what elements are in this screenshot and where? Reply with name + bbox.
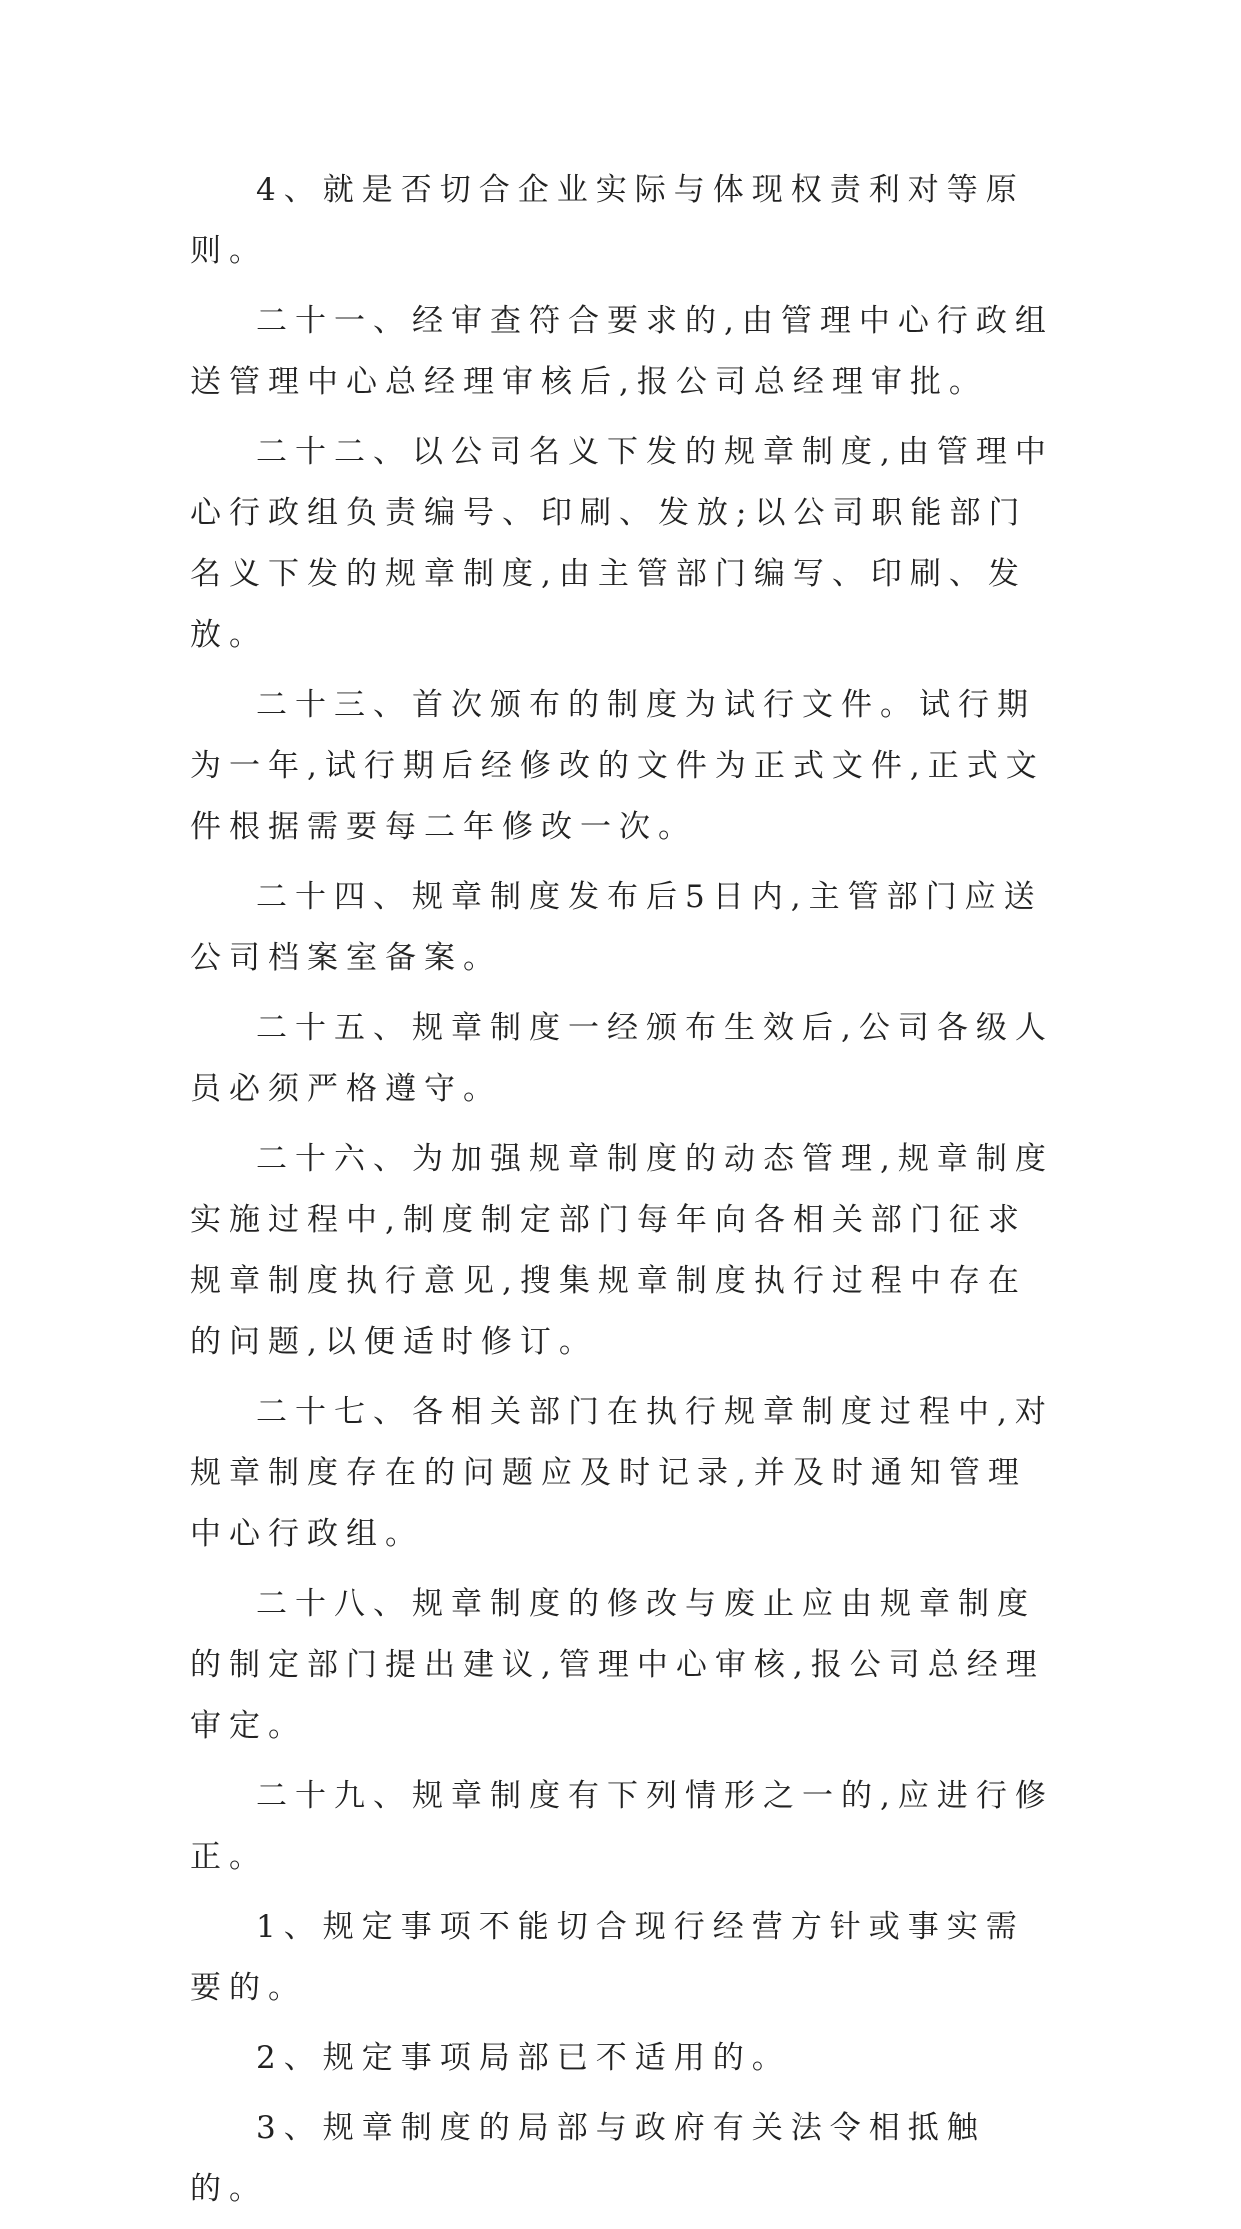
article-24: 二十四、规章制度发布后5日内,主管部门应送公司档案室备案。 [190,879,1043,976]
document-page [190,160,1060,2229]
article-21: 二十一、经审查符合要求的,由管理中心行政组送管理中心总经理审核后,报公司总经理审批。 [190,303,1054,400]
article-26: 二十六、为加强规章制度的动态管理,规章制度实施过程中,制度制定部门每年向各相关部门征求规章制度执行意见,搜集规章制度执行过程中存在的问题,以便适时修订。 [190,1141,1054,1360]
list-item-3: 3、规章制度的局部与政府有关法令相抵触的。 [190,2110,986,2207]
article-27: 二十七、各相关部门在执行规章制度过程中,对规章制度存在的问题应及时记录,并及时通知管理中心行政组。 [190,1394,1054,1552]
article-22: 二十二、以公司名义下发的规章制度,由管理中心行政组负责编号、印刷、发放;以公司职能部门名义下发的规章制度,由主管部门编写、印刷、发放。 [190,434,1054,653]
article-29: 二十九、规章制度有下列情形之一的,应进行修正。 [190,1778,1054,1875]
list-item-2: 2、规定事项局部已不适用的。 [256,2040,791,2076]
article-28: 二十八、规章制度的修改与废止应由规章制度的制定部门提出建议,管理中心审核,报公司总经理审定。 [190,1586,1045,1744]
article-25: 二十五、规章制度一经颁布生效后,公司各级人员必须严格遵守。 [190,1010,1054,1107]
list-item-1: 1、规定事项不能切合现行经营方针或事实需要的。 [190,1909,1025,2006]
article-23: 二十三、首次颁布的制度为试行文件。试行期为一年,试行期后经修改的文件为正式文件,正式文件根据需要每二年修改一次。 [190,687,1045,845]
paragraph-item-4: 4、就是否切合企业实际与体现权责利对等原则。 [190,172,1025,269]
